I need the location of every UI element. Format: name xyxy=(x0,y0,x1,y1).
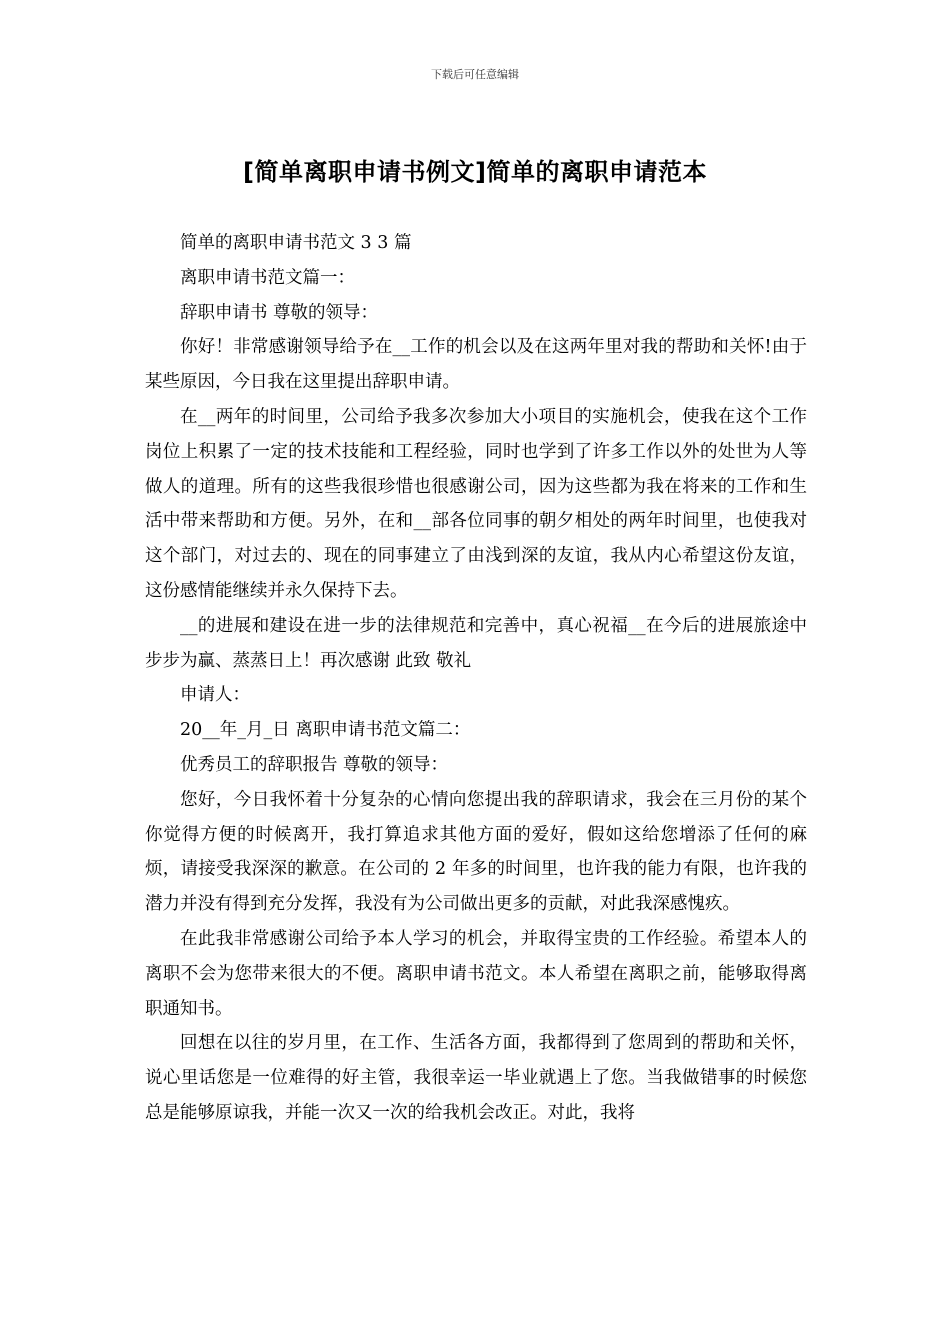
paragraph: 你好！非常感谢领导给予在__工作的机会以及在这两年里对我的帮助和关怀!由于某些原因，今日我在这里提出辞职申请。 xyxy=(145,337,807,393)
paragraph: 优秀员工的辞职报告 尊敬的领导： xyxy=(180,754,449,775)
paragraph: 回想在以往的岁月里，在工作、生活各方面，我都得到了您周到的帮助和关怀，说心里话您是一位难得的好主管，我很幸运一毕业就遇上了您。当我做错事的时候您总是能够原谅我，并能一次又一次的给我机会改正。对此，我将 xyxy=(145,1033,807,1123)
paragraph: 简单的离职申请书范文 3 3 篇 xyxy=(180,233,412,253)
document-title: [简单离职申请书例文]简单的离职申请范本 xyxy=(243,158,707,186)
paragraph: 在__两年的时间里，公司给予我多次参加大小项目的实施机会，使我在这个工作岗位上积累了一定的技术技能和工程经验，同时也学到了许多工作以外的处世为人等做人的道理。所有的这些我很珍惜也很感谢公司，因为这些都为我在将来的工作和生活中带来帮助和方便。另外，在和__部各位同事的朝夕相处的两年时间里，也使我对这个部门，对过去的、现在的同事建立了由浅到深的友谊，我从内心希望这份友谊，这份感情能继续并永久保持下去。 xyxy=(145,406,807,601)
paragraph: __的进展和建设在进一步的法律规范和完善中，真心祝福__在今后的进展旅途中步步为赢、蒸蒸日上！再次感谢 此致 敬礼 xyxy=(145,615,807,671)
paragraph: 在此我非常感谢公司给予本人学习的机会，并取得宝贵的工作经验。希望本人的离职不会为您带来很大的不便。离职申请书范文。本人希望在离职之前，能够取得离职通知书。 xyxy=(145,928,807,1019)
paragraph: 离职申请书范文篇一： xyxy=(180,267,355,288)
paragraph: 您好，今日我怀着十分复杂的心情向您提出我的辞职请求，我会在三月份的某个你觉得方便的时候离开，我打算追求其他方面的爱好，假如这给您增添了任何的麻烦，请接受我深深的歉意。在公司的 2 年多的时间里，也许我的能力有限，也许我的潜力并没有得到充分发挥，我没有为公司做出更多的贡献，对此我深感愧疚。 xyxy=(145,789,807,915)
paragraph: 辞职申请书 尊敬的领导： xyxy=(180,302,379,323)
download-note: 下载后可任意编辑 xyxy=(431,68,519,81)
document-body xyxy=(145,226,807,1131)
paragraph: 申请人： xyxy=(180,685,250,706)
paragraph: 20__年_月_日 离职申请书范文篇二： xyxy=(180,720,471,741)
